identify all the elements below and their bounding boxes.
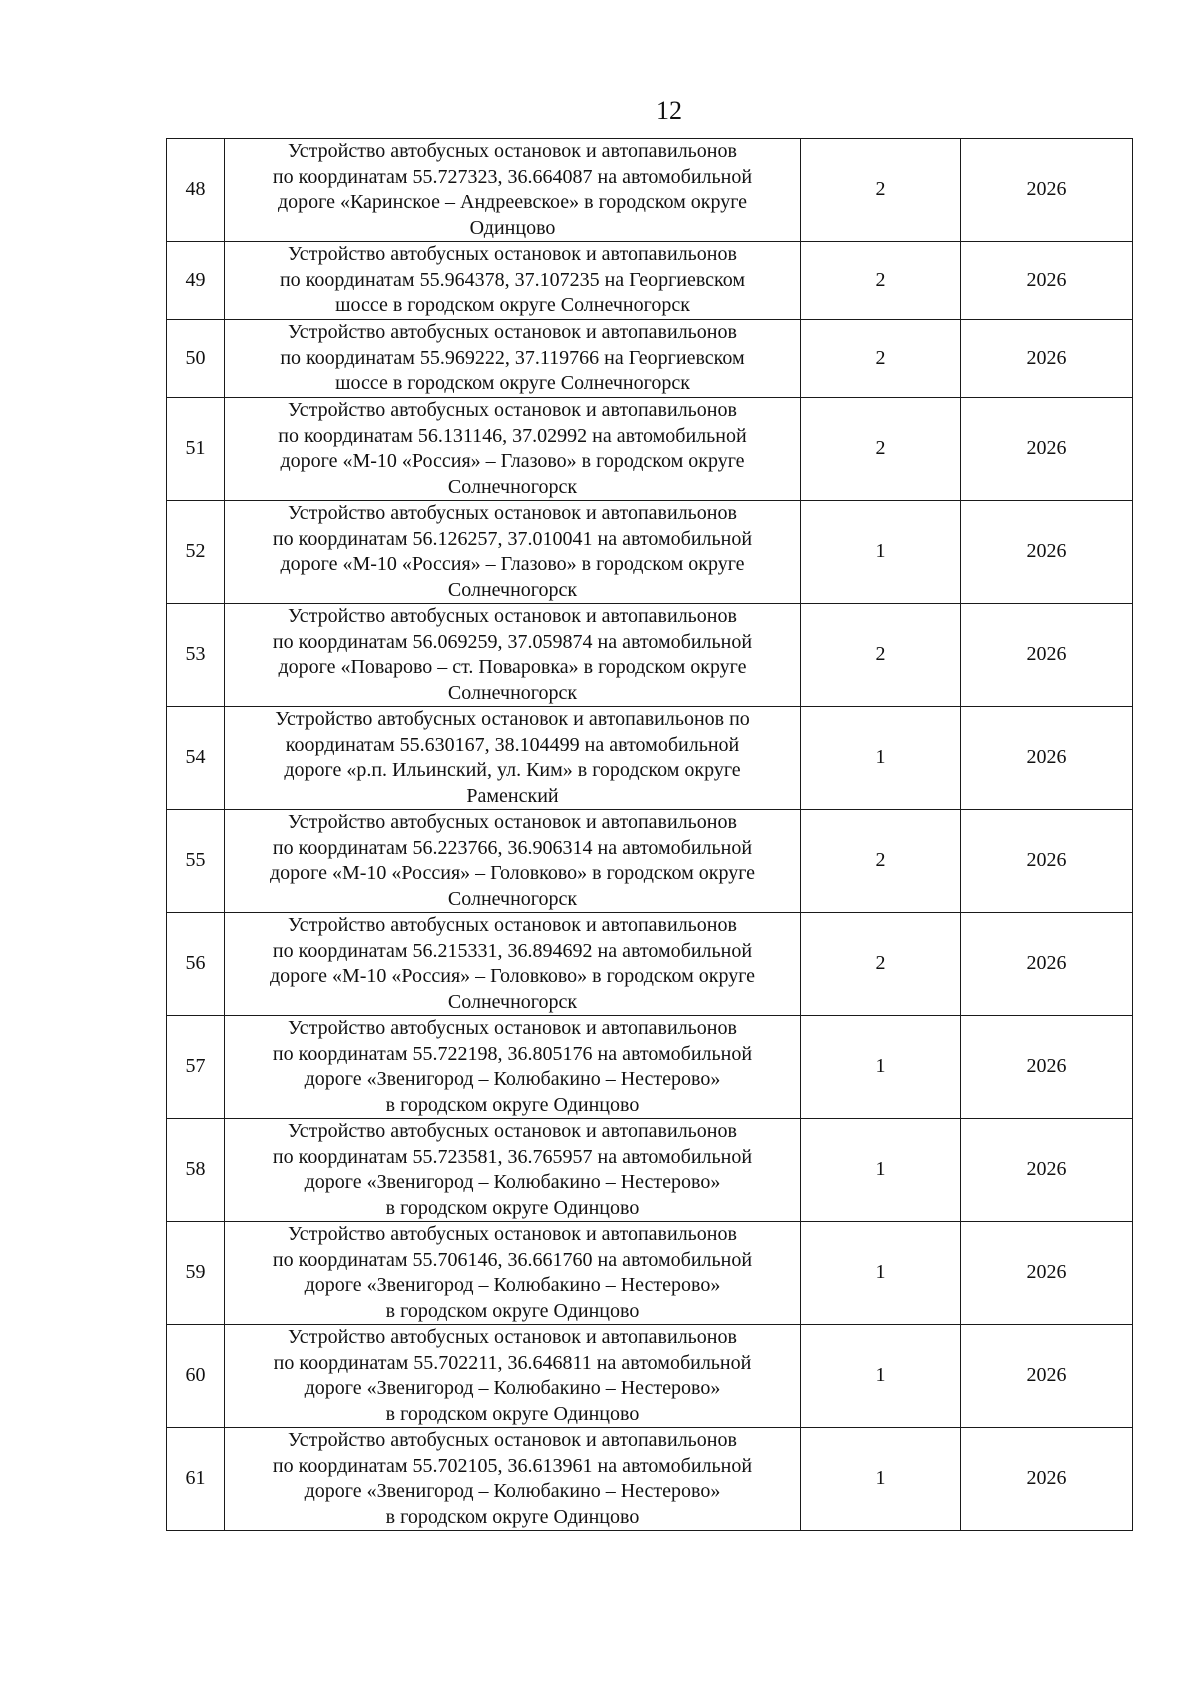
description-cell (225, 242, 801, 320)
description-line: в городском округе Одинцово (385, 1505, 640, 1528)
description-line: Устройство автобусных остановок и автопавильонов (288, 243, 737, 266)
quantity-cell: 1 (801, 707, 961, 810)
row-number-cell: 50 (167, 320, 225, 398)
row-number-cell: 53 (167, 604, 225, 707)
table-row (167, 1222, 1133, 1325)
description-line: по координатам 56.126257, 37.010041 на автомобильной (272, 527, 753, 550)
description-line: Устройство автобусных остановок и автопавильонов (288, 605, 737, 627)
description-line: Устройство автобусных остановок и автопавильонов (288, 811, 737, 833)
description-line: по координатам 56.069259, 37.059874 на автомобильной (272, 630, 753, 653)
description-cell (225, 604, 801, 707)
row-number-cell: 55 (167, 810, 225, 913)
table-row (167, 604, 1133, 707)
table-row (167, 398, 1133, 501)
quantity-cell: 1 (801, 1222, 961, 1325)
quantity-cell: 2 (801, 810, 961, 913)
description-line: дороге «Звенигород – Колюбакино – Нестерово» (304, 1377, 721, 1399)
description-cell (225, 913, 801, 1016)
quantity-cell: 2 (801, 320, 961, 398)
description-line: в городском округе Одинцово (385, 1402, 640, 1425)
description-line: дороге «Звенигород – Колюбакино – Нестерово» (304, 1274, 721, 1296)
quantity-cell: 1 (801, 1016, 961, 1119)
table-row (167, 242, 1133, 320)
row-number-cell: 52 (167, 501, 225, 604)
table-row (167, 913, 1133, 1016)
row-number-cell: 60 (167, 1325, 225, 1428)
quantity-cell: 1 (801, 1428, 961, 1531)
quantity-cell: 2 (801, 913, 961, 1016)
quantity-cell: 2 (801, 604, 961, 707)
description-line: дороге «Поварово – ст. Поваровка» в городском округе (278, 656, 747, 678)
description-line: Устройство автобусных остановок и автопавильонов (288, 1429, 737, 1451)
description-line: Устройство автобусных остановок и автопавильонов (288, 502, 737, 524)
description-line: Устройство автобусных остановок и автопавильонов (288, 399, 737, 421)
row-number-cell: 58 (167, 1119, 225, 1222)
description-cell (225, 1325, 801, 1428)
page-number: 12 (656, 96, 682, 125)
description-cell (225, 707, 801, 810)
description-cell (225, 398, 801, 501)
row-number-cell: 59 (167, 1222, 225, 1325)
description-line: дороге «Звенигород – Колюбакино – Нестерово» (304, 1480, 721, 1502)
description-cell (225, 1119, 801, 1222)
bus-stops-table (166, 138, 1133, 1531)
description-line: Солнечногорск (447, 578, 578, 601)
table-row (167, 320, 1133, 398)
description-line: шоссе в городском округе Солнечногорск (335, 372, 690, 395)
description-cell (225, 139, 801, 242)
description-line: по координатам 55.706146, 36.661760 на автомобильной (272, 1248, 753, 1271)
description-line: дороге «Каринское – Андреевское» в городском округе (277, 191, 748, 213)
row-number-cell: 57 (167, 1016, 225, 1119)
year-cell: 2026 (961, 1016, 1133, 1119)
year-cell: 2026 (961, 810, 1133, 913)
description-line: Устройство автобусных остановок и автопавильонов (288, 1223, 737, 1245)
year-cell: 2026 (961, 1325, 1133, 1428)
description-line: дороге «М-10 «Россия» – Глазово» в городском округе (280, 450, 745, 472)
table-row (167, 1428, 1133, 1531)
description-line: по координатам 56.215331, 36.894692 на автомобильной (272, 939, 753, 962)
description-cell (225, 810, 801, 913)
description-line: Солнечногорск (447, 681, 578, 704)
table-row (167, 1016, 1133, 1119)
year-cell: 2026 (961, 913, 1133, 1016)
year-cell: 2026 (961, 320, 1133, 398)
description-line: дороге «М-10 «Россия» – Головково» в городском округе (269, 965, 756, 987)
row-number-cell: 48 (167, 139, 225, 242)
description-line: в городском округе Одинцово (385, 1196, 640, 1219)
year-cell: 2026 (961, 1119, 1133, 1222)
description-cell (225, 1016, 801, 1119)
description-line: Устройство автобусных остановок и автопавильонов (288, 914, 737, 936)
row-number-cell: 54 (167, 707, 225, 810)
quantity-cell: 1 (801, 1325, 961, 1428)
description-line: по координатам 55.722198, 36.805176 на автомобильной (272, 1042, 753, 1065)
description-line: Одинцово (469, 216, 556, 239)
description-line: Устройство автобусных остановок и автопавильонов по (275, 708, 750, 730)
description-line: по координатам 55.702211, 36.646811 на автомобильной (273, 1351, 752, 1374)
row-number-cell: 49 (167, 242, 225, 320)
description-cell (225, 320, 801, 398)
description-line: шоссе в городском округе Солнечногорск (335, 294, 690, 317)
year-cell: 2026 (961, 501, 1133, 604)
description-line: Раменский (466, 784, 559, 807)
description-line: по координатам 55.969222, 37.119766 на Георгиевском (280, 346, 745, 369)
table-row (167, 707, 1133, 810)
description-line: дороге «Звенигород – Колюбакино – Нестерово» (304, 1068, 721, 1090)
table-row (167, 1119, 1133, 1222)
quantity-cell: 2 (801, 398, 961, 501)
description-line: по координатам 55.964378, 37.107235 на Георгиевском (279, 268, 746, 291)
description-line: по координатам 55.727323, 36.664087 на автомобильной (272, 165, 753, 188)
description-line: Устройство автобусных остановок и автопавильонов (288, 140, 737, 162)
description-line: дороге «р.п. Ильинский, ул. Ким» в городском округе (284, 759, 741, 781)
description-line: дороге «М-10 «Россия» – Головково» в городском округе (269, 862, 756, 884)
year-cell: 2026 (961, 604, 1133, 707)
table-row (167, 139, 1133, 242)
description-line: по координатам 55.723581, 36.765957 на автомобильной (272, 1145, 753, 1168)
description-line: Солнечногорск (447, 475, 578, 498)
description-line: в городском округе Одинцово (385, 1093, 640, 1116)
year-cell: 2026 (961, 1428, 1133, 1531)
description-line: дороге «М-10 «Россия» – Глазово» в городском округе (280, 553, 745, 575)
description-line: Солнечногорск (447, 887, 578, 910)
description-line: Устройство автобусных остановок и автопавильонов (288, 1120, 737, 1142)
row-number-cell: 61 (167, 1428, 225, 1531)
description-line: по координатам 55.702105, 36.613961 на автомобильной (272, 1454, 753, 1477)
row-number-cell: 56 (167, 913, 225, 1016)
quantity-cell: 2 (801, 139, 961, 242)
description-cell (225, 1428, 801, 1531)
description-line: в городском округе Одинцово (385, 1299, 640, 1322)
table-row (167, 1325, 1133, 1428)
row-number-cell: 51 (167, 398, 225, 501)
year-cell: 2026 (961, 707, 1133, 810)
description-line: Солнечногорск (447, 990, 578, 1013)
description-line: по координатам 56.131146, 37.02992 на автомобильной (278, 424, 747, 447)
quantity-cell: 1 (801, 1119, 961, 1222)
quantity-cell: 2 (801, 242, 961, 320)
description-line: Устройство автобусных остановок и автопавильонов (288, 1326, 737, 1348)
year-cell: 2026 (961, 1222, 1133, 1325)
quantity-cell: 1 (801, 501, 961, 604)
table-body (167, 139, 1133, 1531)
description-line: дороге «Звенигород – Колюбакино – Нестерово» (304, 1171, 721, 1193)
description-line: координатам 55.630167, 38.104499 на автомобильной (285, 733, 740, 756)
description-line: Устройство автобусных остановок и автопавильонов (288, 1017, 737, 1039)
year-cell: 2026 (961, 398, 1133, 501)
description-cell (225, 501, 801, 604)
table-row (167, 501, 1133, 604)
description-cell (225, 1222, 801, 1325)
year-cell: 2026 (961, 242, 1133, 320)
year-cell: 2026 (961, 139, 1133, 242)
table-row (167, 810, 1133, 913)
description-line: по координатам 56.223766, 36.906314 на автомобильной (272, 836, 753, 859)
description-line: Устройство автобусных остановок и автопавильонов (288, 321, 737, 344)
